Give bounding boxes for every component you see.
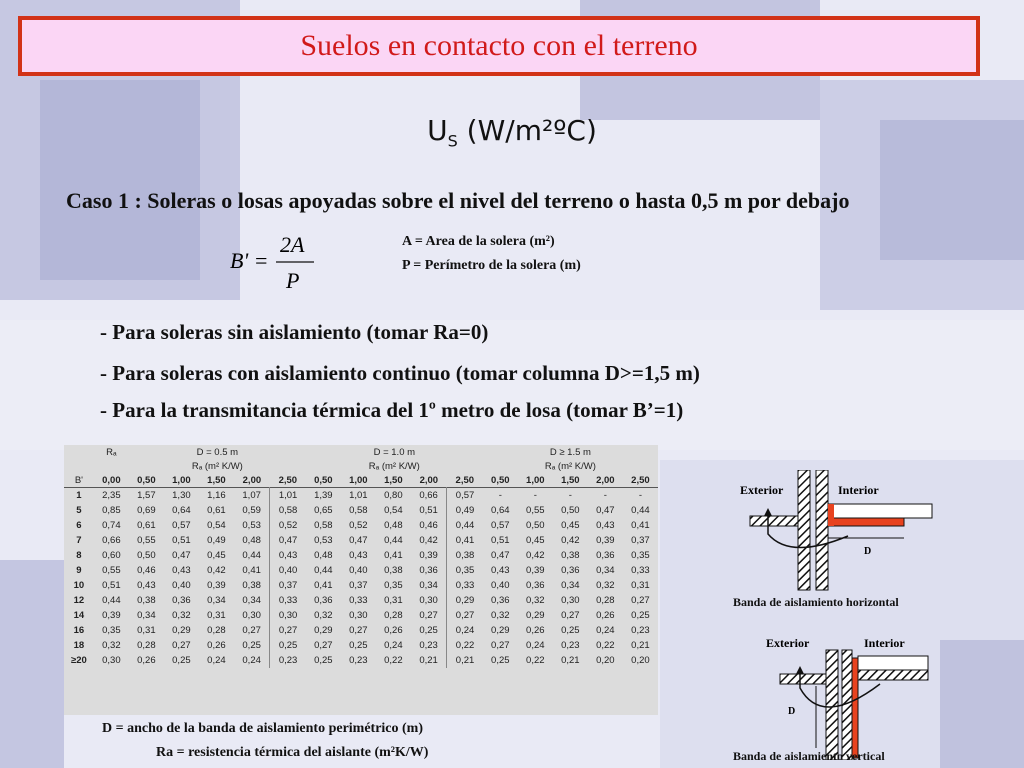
u-value-cell: 0,53	[242, 520, 261, 531]
u-value-cell: 0,25	[314, 655, 333, 666]
table-row	[64, 638, 658, 653]
u-value-cell: 0,35	[102, 625, 121, 636]
u-value-cell: 0,39	[596, 535, 615, 546]
u-value-cell: 0,30	[270, 608, 306, 623]
u-value-cell: 0,21	[631, 640, 650, 651]
u-value-cell: 0,38	[137, 595, 156, 606]
u-value-cell: 0,27	[270, 623, 306, 638]
u-value-cell: 0,41	[314, 580, 333, 591]
u-value-cell: 0,55	[526, 505, 545, 516]
u-value-cell: 0,52	[349, 520, 368, 531]
u-value-cell: 0,32	[491, 610, 510, 621]
u-value-cell: 1,57	[137, 490, 156, 501]
u-value-cell: 0,31	[384, 595, 403, 606]
table-row	[64, 518, 658, 533]
u-value-cell: 0,50	[561, 505, 580, 516]
ra-value: 0,50	[491, 474, 510, 486]
u-value-cell: 0,37	[631, 535, 650, 546]
u-value-cell: 0,37	[270, 578, 306, 593]
u-value-cell: 0,23	[419, 640, 438, 651]
u-value-cell: 0,24	[242, 655, 261, 666]
u-value-cell: 0,47	[349, 535, 368, 546]
b-prime-cell: ≥20	[71, 655, 87, 666]
ra-value: 0,50	[314, 474, 333, 486]
insulation-band	[852, 658, 858, 758]
u-value-cell: 0,39	[419, 550, 438, 561]
u-value-cell: 0,30	[102, 655, 121, 666]
u-value-cell: 0,61	[137, 520, 156, 531]
u-value-cell: 0,42	[561, 535, 580, 546]
u-value-cell: 0,51	[419, 505, 438, 516]
u-value-cell: -	[603, 490, 607, 501]
u-value-cell: 0,27	[561, 610, 580, 621]
b-prime-cell: 6	[76, 520, 82, 531]
u-value-cell: 0,36	[491, 595, 510, 606]
us-units: (W/m²ºC)	[457, 114, 597, 147]
u-value-cell: 0,25	[172, 655, 191, 666]
u-value-cell: 0,25	[270, 638, 306, 653]
u-value-cell: 0,35	[384, 580, 403, 591]
label-d: D	[864, 546, 872, 557]
u-value-cell: 0,69	[137, 505, 156, 516]
u-value-cell: 0,48	[384, 520, 403, 531]
ra-value: 1,50	[384, 474, 403, 486]
u-value-cell: 0,26	[384, 625, 403, 636]
ra-header: Rₐ	[106, 446, 117, 458]
u-value-cell: 0,64	[491, 505, 510, 516]
u-value-cell: 0,33	[447, 578, 483, 593]
u-value-cell: 0,43	[172, 565, 191, 576]
ra-value: 1,50	[207, 474, 226, 486]
u-value-cell: 0,38	[384, 565, 403, 576]
u-value-cell: 0,61	[207, 505, 226, 516]
u-value-cell: 0,36	[596, 550, 615, 561]
u-value-cell: 0,65	[314, 505, 333, 516]
u-value-cell: 0,41	[384, 550, 403, 561]
u-value-cell: 1,01	[270, 488, 306, 504]
u-value-cell: 0,39	[207, 580, 226, 591]
u-value-cell: 0,26	[137, 655, 156, 666]
b-prime-cell: 12	[73, 595, 85, 606]
ground-line	[780, 674, 826, 684]
bullet-2: - Para soleras con aislamiento continuo (tomar columna D>=1,5 m)	[100, 361, 700, 385]
label-exterior: Exterior	[766, 636, 810, 650]
u-value-cell: 0,50	[137, 550, 156, 561]
u-value-cell: 0,45	[207, 550, 226, 561]
u-value-cell: 0,21	[419, 655, 438, 666]
u-value-cell: 0,24	[526, 640, 545, 651]
u-value-cell: 0,41	[631, 520, 650, 531]
u-value-cell: 0,38	[561, 550, 580, 561]
ra-units-1: Rₐ (m² K/W)	[368, 460, 420, 472]
definition-area: A = Area de la solera (m²)	[402, 234, 555, 249]
u-value-cell: 0,34	[596, 565, 615, 576]
u-value-cell: 0,27	[349, 625, 368, 636]
ra-value: 1,00	[172, 474, 191, 486]
table-row	[64, 593, 658, 608]
u-value-cell: 0,50	[526, 520, 545, 531]
u-value-cell: 0,33	[349, 595, 368, 606]
bullet-3: - Para la transmitancia térmica del 1º metro de losa (tomar B’=1)	[100, 398, 684, 422]
u-value-cell: 0,36	[314, 595, 333, 606]
u-value-cell: 0,34	[242, 595, 261, 606]
ra-value: 2,00	[596, 474, 615, 486]
u-value-cell: 0,35	[631, 550, 650, 561]
u-value-cell: -	[533, 490, 537, 501]
u-value-cell: 0,29	[447, 593, 483, 608]
u-value-cell: 0,26	[526, 625, 545, 636]
u-value-cell: 0,27	[172, 640, 191, 651]
u-value-cell: 0,36	[419, 565, 438, 576]
u-value-cell: 0,25	[349, 640, 368, 651]
u-value-cell: 0,28	[207, 625, 226, 636]
u-value-cell: 0,48	[242, 535, 261, 546]
table-row	[64, 533, 658, 548]
u-value-cell: 0,27	[419, 610, 438, 621]
u-value-cell: 0,51	[102, 580, 121, 591]
u-value-cell: 0,25	[491, 655, 510, 666]
u-value-cell: 0,39	[102, 610, 121, 621]
u-value-cell: 0,31	[137, 625, 156, 636]
u-value-cell: 0,28	[384, 610, 403, 621]
u-value-cell: 0,40	[172, 580, 191, 591]
b-prime-cell: 7	[76, 535, 82, 546]
u-value-cell: 0,31	[207, 610, 226, 621]
u-value-cell: 0,33	[270, 593, 306, 608]
u-value-cell: 0,44	[314, 565, 333, 576]
u-value-cell: 0,23	[349, 655, 368, 666]
ground-line	[750, 516, 798, 526]
wall-left	[826, 650, 838, 760]
u-value-cell: 0,44	[384, 535, 403, 546]
u-value-cell: 0,47	[491, 550, 510, 561]
u-value-cell: 0,32	[596, 580, 615, 591]
page-title: Suelos en contacto con el terreno	[300, 29, 698, 62]
u-value-cell: 0,20	[596, 655, 615, 666]
table-row	[64, 578, 658, 593]
u-value-cell: 0,42	[207, 565, 226, 576]
u-value-cell: 0,40	[491, 580, 510, 591]
u-value-cell: -	[498, 490, 502, 501]
u-value-cell: -	[638, 490, 642, 501]
table-row	[64, 623, 658, 638]
formula-denominator: P	[286, 268, 300, 293]
group-header-1: D = 1.0 m	[373, 446, 416, 458]
u-value-cell: 0,43	[270, 548, 306, 563]
u-value-cell: 0,44	[242, 550, 261, 561]
label-d: D	[788, 706, 796, 717]
ra-units-0: Rₐ (m² K/W)	[191, 460, 243, 472]
insulation-band	[828, 518, 904, 526]
transmittance-table	[64, 445, 658, 715]
u-value-cell: 0,45	[561, 520, 580, 531]
footnote-d: D = ancho de la banda de aislamiento perimétrico (m)	[102, 721, 424, 736]
u-value-cell: 0,28	[137, 640, 156, 651]
u-value-cell: 0,30	[242, 610, 261, 621]
u-value-cell: 0,32	[172, 610, 191, 621]
u-value-cell: 1,01	[349, 490, 368, 501]
u-value-cell: 0,27	[314, 640, 333, 651]
u-value-cell: 0,32	[102, 640, 121, 651]
u-value-cell: 0,46	[137, 565, 156, 576]
b-prime-label: B'	[74, 474, 83, 486]
u-value-cell: 0,49	[207, 535, 226, 546]
u-value-cell: 0,33	[631, 565, 650, 576]
u-value-cell: 0,55	[102, 565, 121, 576]
u-value-cell: 0,34	[137, 610, 156, 621]
u-value-cell: 0,24	[207, 655, 226, 666]
insulation-edge	[828, 504, 834, 526]
u-value-cell: 0,36	[561, 565, 580, 576]
u-value-cell: 0,44	[447, 518, 483, 533]
table-row	[64, 653, 658, 668]
u-value-cell: 0,34	[561, 580, 580, 591]
u-value-cell: 1,30	[172, 490, 191, 501]
u-value-cell: 0,47	[270, 533, 306, 548]
u-value-cell: 1,16	[207, 490, 226, 501]
u-value-cell: 0,42	[526, 550, 545, 561]
u-value-cell: 0,25	[242, 640, 261, 651]
u-value-cell: 0,55	[137, 535, 156, 546]
u-value-cell: 0,49	[447, 503, 483, 518]
ra-units-2: Rₐ (m² K/W)	[544, 460, 596, 472]
u-value-cell: 0,64	[172, 505, 191, 516]
caption-vertical: Banda de aislamiento vertical	[733, 749, 885, 763]
b-prime-cell: 18	[73, 640, 85, 651]
ra-value: 2,50	[631, 474, 650, 486]
u-value-cell: 0,58	[270, 503, 306, 518]
formula-numerator: 2A	[280, 232, 305, 257]
u-value-cell: 0,43	[137, 580, 156, 591]
u-value-cell: 0,53	[314, 535, 333, 546]
u-value-cell: 0,34	[419, 580, 438, 591]
group-header-0: D = 0.5 m	[196, 446, 239, 458]
u-value-cell: 0,27	[631, 595, 650, 606]
u-value-cell: 0,57	[447, 488, 483, 504]
table-row	[64, 563, 658, 578]
u-value-cell: 0,25	[419, 625, 438, 636]
u-value-cell: 0,24	[447, 623, 483, 638]
label-interior: Interior	[838, 483, 879, 497]
u-value-cell: 0,39	[526, 565, 545, 576]
u-value-cell: 0,46	[419, 520, 438, 531]
u-value-cell: 0,26	[596, 610, 615, 621]
u-value-cell: 0,57	[172, 520, 191, 531]
u-value-cell: -	[568, 490, 572, 501]
u-value-cell: 0,57	[491, 520, 510, 531]
diagram-horizontal	[730, 470, 940, 600]
b-prime-cell: 10	[73, 580, 85, 591]
u-value-cell: 0,37	[349, 580, 368, 591]
case-heading: Caso 1 : Soleras o losas apoyadas sobre el nivel del terreno o hasta 0,5 m por debajo	[66, 188, 850, 213]
ra-value: 0,50	[137, 474, 156, 486]
u-value-cell: 0,24	[596, 625, 615, 636]
u-value-cell: 0,58	[349, 505, 368, 516]
u-value-cell: 0,22	[447, 638, 483, 653]
u-value-cell: 0,30	[561, 595, 580, 606]
u-value-cell: 0,27	[447, 608, 483, 623]
u-value-cell: 0,45	[526, 535, 545, 546]
u-value-cell: 0,23	[631, 625, 650, 636]
u-value-cell: 0,85	[102, 505, 121, 516]
u-value-cell: 0,21	[561, 655, 580, 666]
u-value-cell: 0,27	[491, 640, 510, 651]
u-value-cell: 0,44	[102, 595, 121, 606]
slab	[828, 504, 932, 518]
u-value-cell: 0,80	[384, 490, 403, 501]
u-value-cell: 0,23	[270, 653, 306, 668]
ra-value: 1,00	[526, 474, 545, 486]
ra-value: 2,00	[242, 474, 262, 486]
footnote-ra: Ra = resistencia térmica del aislante (m²K/W)	[156, 745, 429, 760]
ra-value: 0,00	[102, 474, 121, 486]
table-row	[64, 488, 658, 504]
u-value-cell: 0,30	[349, 610, 368, 621]
u-value-cell: 0,38	[242, 580, 261, 591]
u-value-cell: 0,41	[242, 565, 261, 576]
u-value-cell: 0,41	[447, 533, 483, 548]
u-value-cell: 0,66	[102, 535, 121, 546]
u-value-cell: 0,35	[447, 563, 483, 578]
b-prime-cell: 8	[76, 550, 82, 561]
u-value-cell: 0,30	[419, 595, 438, 606]
u-value-cell: 0,25	[561, 625, 580, 636]
u-value-cell: 0,34	[207, 595, 226, 606]
us-subscript: S	[447, 131, 458, 151]
label-interior: Interior	[864, 636, 905, 650]
u-value-cell: 0,29	[526, 610, 545, 621]
u-value-cell: 0,23	[561, 640, 580, 651]
u-value-cell: 0,22	[596, 640, 615, 651]
u-value-cell: 0,27	[242, 625, 261, 636]
definition-perimeter: P = Perímetro de la solera (m)	[402, 258, 581, 273]
u-value-cell: 0,26	[207, 640, 226, 651]
b-prime-cell: 5	[76, 505, 82, 516]
table-row	[64, 503, 658, 518]
u-value-cell: 0,21	[447, 653, 483, 668]
table-row	[64, 548, 658, 563]
u-value-cell: 0,29	[314, 625, 333, 636]
u-value-cell: 0,36	[526, 580, 545, 591]
u-value-cell: 0,44	[631, 505, 650, 516]
formula	[228, 228, 328, 298]
u-value-cell: 0,54	[384, 505, 403, 516]
u-value-cell: 0,32	[314, 610, 333, 621]
u-value-cell: 0,40	[349, 565, 368, 576]
ra-value: 1,50	[561, 474, 580, 486]
u-value-cell: 0,25	[631, 610, 650, 621]
u-value-cell: 2,35	[102, 490, 121, 501]
u-value-cell: 0,42	[419, 535, 438, 546]
u-value-cell: 0,74	[102, 520, 121, 531]
u-value-cell: 0,29	[491, 625, 510, 636]
diagram-vertical	[730, 630, 940, 760]
u-value-cell: 1,07	[242, 490, 261, 501]
u-value-cell: 0,43	[349, 550, 368, 561]
u-value-cell: 0,24	[384, 640, 403, 651]
u-value-cell: 0,54	[207, 520, 226, 531]
b-prime-cell: 16	[73, 625, 85, 636]
wall-right	[816, 470, 828, 590]
u-value-cell: 0,28	[596, 595, 615, 606]
group-header-2: D ≥ 1.5 m	[549, 446, 591, 458]
table-corner	[64, 445, 94, 459]
u-value-cell: 0,36	[172, 595, 191, 606]
wall-left	[798, 470, 810, 590]
u-value-cell: 0,52	[270, 518, 306, 533]
u-value-cell: 0,59	[242, 505, 261, 516]
us-label	[0, 114, 1024, 151]
caption-horizontal: Banda de aislamiento horizontal	[733, 595, 899, 609]
us-symbol: U	[427, 114, 448, 147]
table-row	[64, 608, 658, 623]
b-prime-cell: 14	[73, 610, 85, 621]
u-value-cell: 0,40	[270, 563, 306, 578]
formula-lhs: B' =	[230, 248, 269, 273]
u-value-cell: 0,60	[102, 550, 121, 561]
u-value-cell: 0,58	[314, 520, 333, 531]
u-value-cell: 0,22	[526, 655, 545, 666]
slab	[858, 656, 928, 670]
u-value-cell: 0,51	[491, 535, 510, 546]
ra-value: 2,50	[278, 474, 298, 486]
b-prime-cell: 1	[76, 490, 82, 501]
u-value-cell: 0,43	[596, 520, 615, 531]
u-value-cell: 0,51	[172, 535, 191, 546]
u-value-cell: 0,32	[526, 595, 545, 606]
ra-value: 1,00	[349, 474, 368, 486]
u-value-cell: 0,66	[419, 490, 438, 501]
u-value-cell: 0,22	[384, 655, 403, 666]
u-value-cell: 1,39	[314, 490, 333, 501]
ra-value: 2,00	[419, 474, 439, 486]
u-value-cell: 0,48	[314, 550, 333, 561]
u-value-cell: 0,29	[172, 625, 191, 636]
u-value-cell: 0,43	[491, 565, 510, 576]
ra-value: 2,50	[455, 474, 475, 486]
u-value-cell: 0,20	[631, 655, 650, 666]
u-value-cell: 0,47	[596, 505, 615, 516]
u-value-cell: 0,47	[172, 550, 191, 561]
slab-base	[858, 670, 928, 680]
u-value-cell: 0,31	[631, 580, 650, 591]
b-prime-cell: 9	[76, 565, 82, 576]
bullet-1: - Para soleras sin aislamiento (tomar Ra=0)	[100, 320, 489, 344]
title-box	[18, 16, 980, 76]
label-exterior: Exterior	[740, 483, 784, 497]
u-value-cell: 0,38	[447, 548, 483, 563]
